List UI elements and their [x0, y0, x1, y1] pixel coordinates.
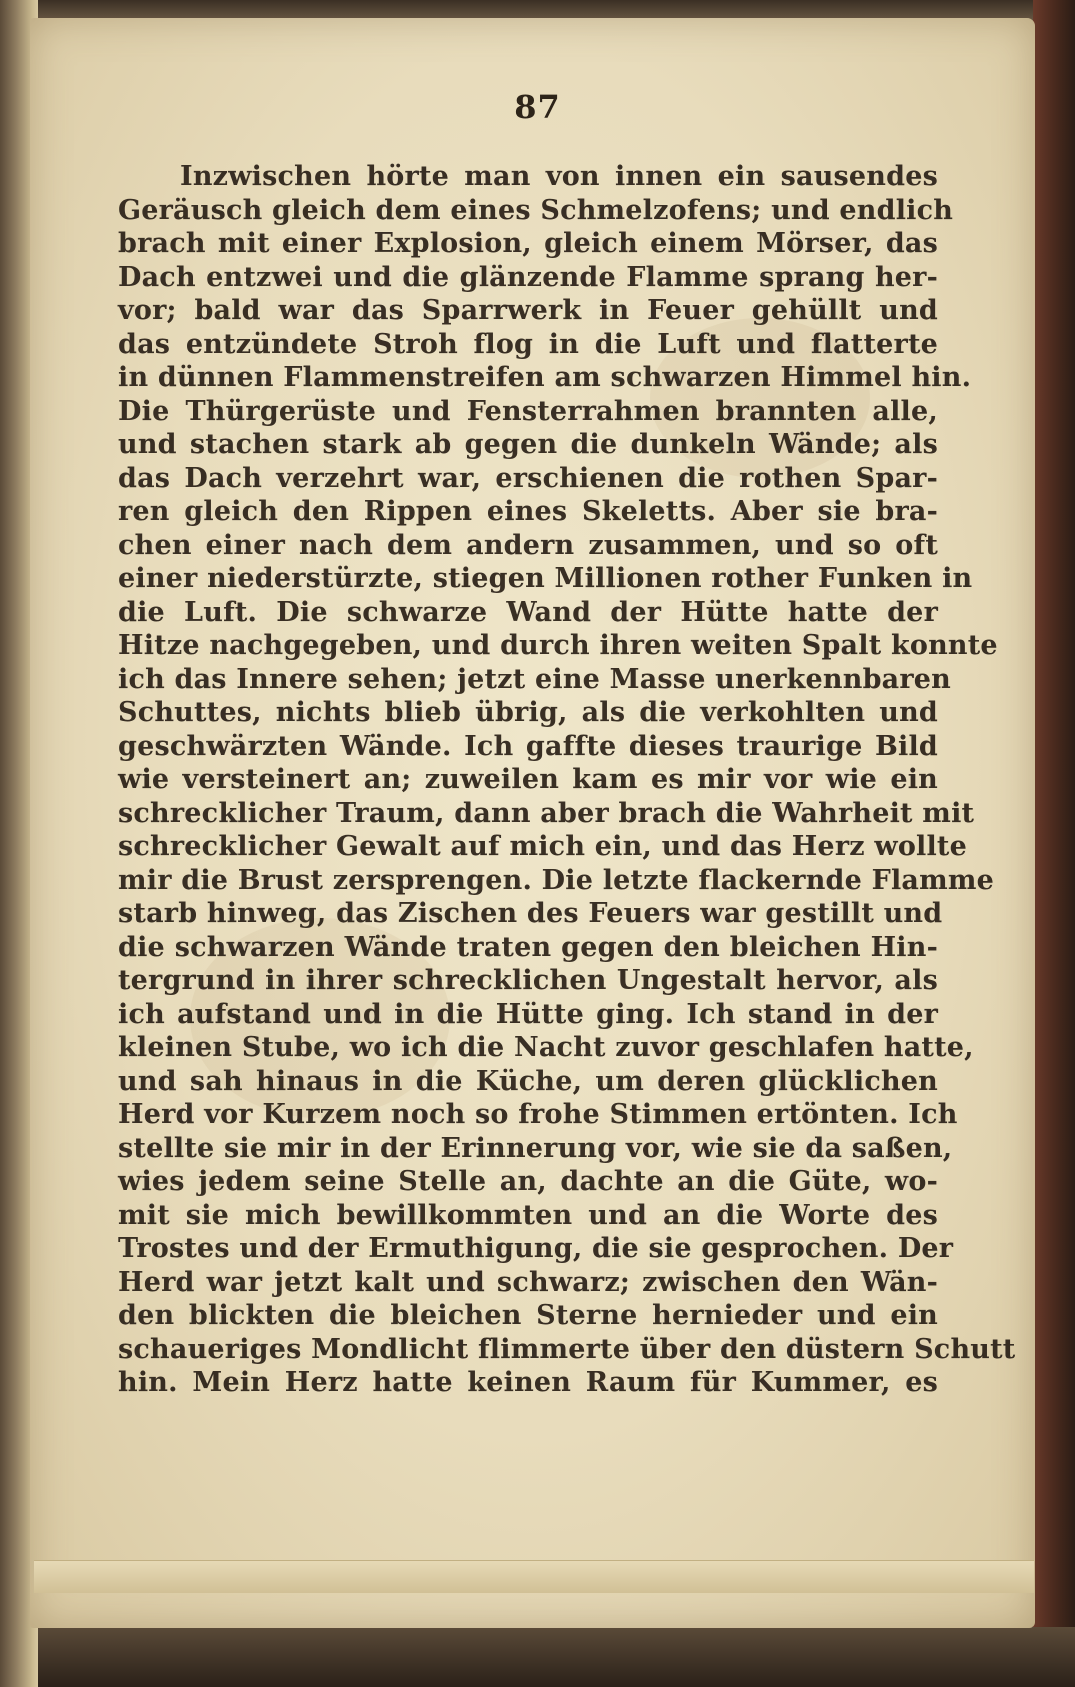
text-line: geschwärzten Wände. Ich gaffte dieses traurige Bild [118, 730, 938, 762]
text-line: schaueriges Mondlicht flimmerte über den düstern Schutt [118, 1333, 1016, 1365]
text-line: die schwarzen Wände traten gegen den bleichen Hin- [118, 931, 938, 963]
text-line: stellte sie mir in der Erinnerung vor, wie sie da saßen, [118, 1132, 953, 1164]
body-text [118, 160, 1016, 1400]
text-line: Herd vor Kurzem noch so frohe Stimmen ertönten. Ich [118, 1099, 958, 1130]
text-line: wies jedem seine Stelle an, dachte an die Güte, wo- [118, 1166, 938, 1197]
text-line: Herd war jetzt kalt und schwarz; zwischen den Wän- [118, 1266, 938, 1298]
text-line: das Dach verzehrt war, erschienen die rothen Spar- [118, 462, 938, 494]
text-line: tergrund in ihrer schrecklichen Ungestalt hervor, als [118, 965, 938, 996]
text-line: Geräusch gleich dem eines Schmelzofens; und endlich [118, 194, 954, 226]
text-line: das entzündete Stroh flog in die Luft und flatterte [118, 328, 938, 360]
text-line: hin. Mein Herz hatte keinen Raum für Kummer, es [118, 1367, 938, 1398]
text-line: starb hinweg, das Zischen des Feuers war gestillt und [118, 898, 943, 929]
book-cover-right [1033, 0, 1075, 1687]
text-line: und stachen stark ab gegen die dunkeln Wände; als [118, 429, 938, 460]
text-line: Schuttes, nichts blieb übrig, als die verkohlten und [118, 697, 938, 728]
text-line: mit sie mich bewillkommten und an die Worte des [118, 1199, 938, 1231]
text-line: Dach entzwei und die glänzende Flamme sprang her- [118, 261, 938, 293]
text-line: vor; bald war das Sparrwerk in Feuer gehüllt und [118, 295, 938, 326]
page-number: 87 [514, 88, 561, 126]
text-line: Trostes und der Ermuthigung, die sie gesprochen. Der [118, 1233, 954, 1264]
text-line: den blickten die bleichen Sterne hernieder und ein [118, 1300, 938, 1331]
text-line: und sah hinaus in die Küche, um deren glücklichen [118, 1065, 938, 1097]
text-line: in dünnen Flammenstreifen am schwarzen Himmel hin. [118, 362, 972, 393]
text-line: wie versteinert an; zuweilen kam es mir vor wie ein [118, 764, 938, 795]
text-line: ich aufstand und in die Hütte ging. Ich stand in der [118, 998, 938, 1030]
text-line: Die Thürgerüste und Fensterrahmen brannten alle, [118, 395, 938, 427]
page-bottom-edge [34, 1560, 1034, 1593]
text-line: mir die Brust zersprengen. Die letzte flackernde Flamme [118, 864, 995, 896]
text-line: die Luft. Die schwarze Wand der Hütte hatte der [118, 596, 938, 628]
text-line: Inzwischen hörte man von innen ein sausendes [180, 161, 938, 192]
text-line: schrecklicher Gewalt auf mich ein, und das Herz wollte [118, 831, 967, 862]
text-line: chen einer nach dem andern zusammen, und so oft [118, 529, 938, 561]
text-line: ren gleich den Rippen eines Skeletts. Aber sie bra- [118, 496, 938, 527]
text-line: ich das Innere sehen; jetzt eine Masse unerkennbaren [118, 663, 952, 695]
text-line: schrecklicher Traum, dann aber brach die Wahrheit mit [118, 797, 975, 829]
book-cover-bottom [0, 1627, 1075, 1687]
text-line: Hitze nachgegeben, und durch ihren weiten Spalt konnte [118, 630, 998, 661]
text-line: kleinen Stube, wo ich die Nacht zuvor geschlafen hatte, [118, 1032, 974, 1063]
text-line: brach mit einer Explosion, gleich einem Mörser, das [118, 228, 938, 259]
text-line: einer niederstürzte, stiegen Millionen rother Funken in [118, 563, 973, 594]
